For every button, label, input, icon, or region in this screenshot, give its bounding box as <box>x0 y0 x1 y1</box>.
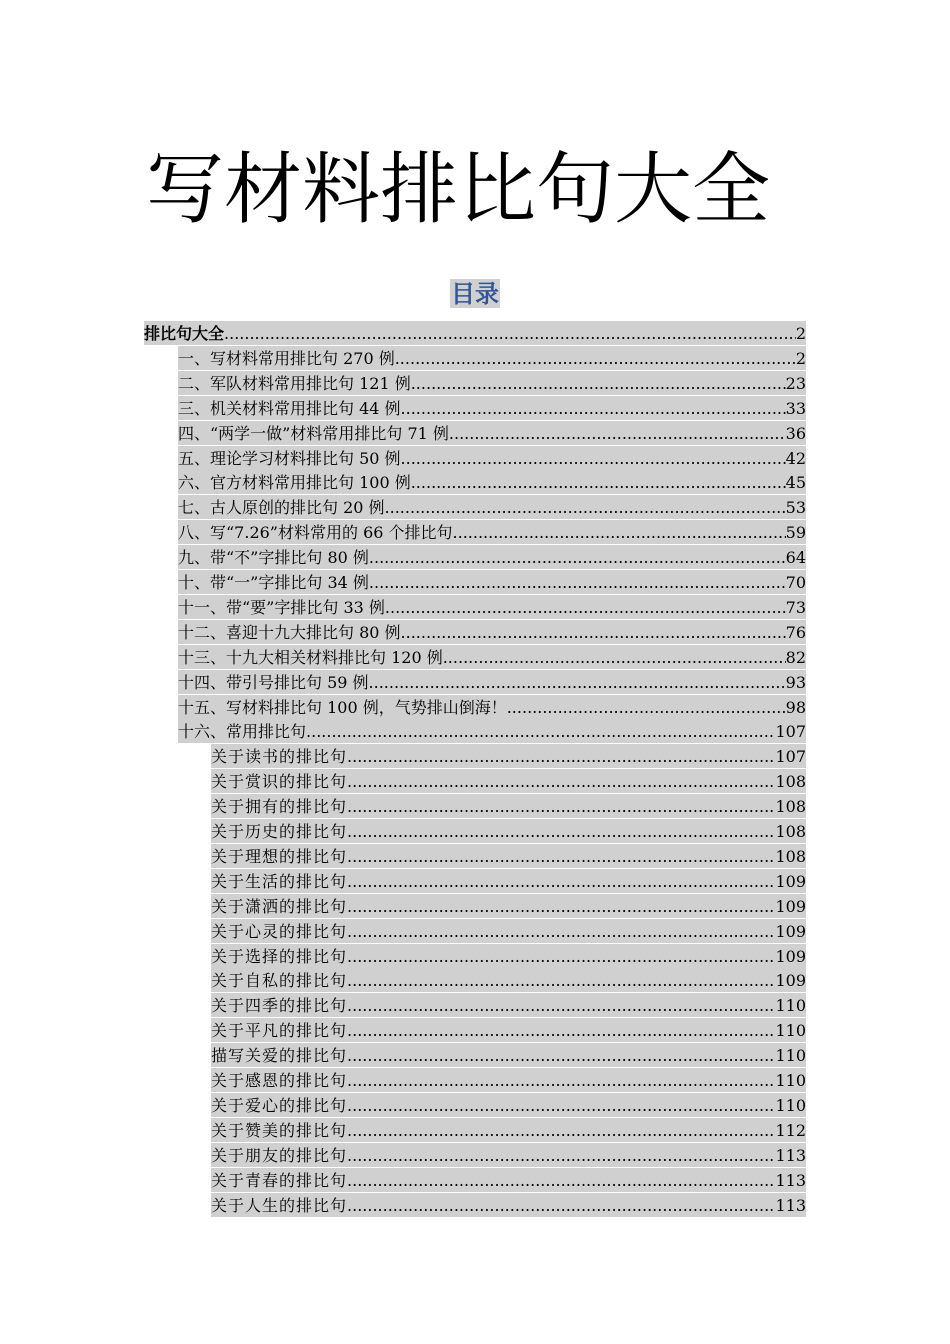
toc-entry-page-number: 113 <box>775 1171 806 1190</box>
toc-entry-label: 关于自私的排比句 <box>211 971 348 990</box>
toc-entry-label: 关于潇洒的排比句 <box>211 897 348 916</box>
toc-dot-leader <box>347 1045 775 1067</box>
toc-entry[interactable] <box>178 371 806 395</box>
toc-entry-page-number: 108 <box>775 847 806 866</box>
toc-entry-label: 描写关爱的排比句 <box>211 1046 348 1065</box>
toc-entry[interactable] <box>211 844 806 868</box>
toc-dot-leader <box>385 497 786 519</box>
toc-entry-page-number: 109 <box>775 922 806 941</box>
toc-entry-page-number: 113 <box>775 1196 806 1215</box>
toc-entry-page-number: 108 <box>775 772 806 791</box>
toc-dot-leader <box>347 946 775 968</box>
toc-dot-leader <box>401 398 786 420</box>
toc-entry-label: 关于赞美的排比句 <box>211 1121 348 1140</box>
toc-dot-leader <box>347 846 775 868</box>
toc-entry-label: 十五、写材料排比句 100 例，气势排山倒海！ <box>178 698 507 717</box>
toc-heading-text: 目录 <box>451 279 499 308</box>
toc-dot-leader <box>347 1120 775 1142</box>
toc-entry-label: 十三、十九大相关材料排比句 120 例 <box>178 648 443 667</box>
toc-entry[interactable] <box>211 744 806 768</box>
toc-entry-page-number: 112 <box>775 1121 806 1140</box>
toc-dot-leader <box>385 597 786 619</box>
toc-entry[interactable] <box>178 495 806 519</box>
toc-entry[interactable] <box>178 595 806 619</box>
toc-entry[interactable] <box>178 620 806 644</box>
toc-dot-leader <box>401 448 786 470</box>
toc-entry-label: 九、带“不”字排比句 80 例 <box>178 548 369 567</box>
toc-entry-label: 关于人生的排比句 <box>211 1196 348 1215</box>
toc-entry-page-number: 113 <box>775 1146 806 1165</box>
toc-dot-leader <box>369 672 786 694</box>
toc-entry[interactable] <box>211 1193 806 1217</box>
toc-dot-leader <box>347 871 775 893</box>
toc-entry[interactable] <box>178 421 806 445</box>
toc-entry-page-number: 110 <box>775 1096 806 1115</box>
toc-entry-page-number: 33 <box>785 399 806 418</box>
toc-entry[interactable] <box>211 968 806 992</box>
toc-entry[interactable] <box>211 1093 806 1117</box>
toc-entry-label: 五、理论学习材料排比句 50 例 <box>178 449 401 468</box>
toc-dot-leader <box>347 921 775 943</box>
toc-entry[interactable] <box>211 1068 806 1092</box>
toc-entry-label: 关于历史的排比句 <box>211 822 348 841</box>
toc-entry-page-number: 108 <box>775 822 806 841</box>
toc-dot-leader <box>347 1095 775 1117</box>
toc-entry[interactable] <box>178 520 806 544</box>
toc-entry-page-number: 36 <box>785 424 806 443</box>
toc-entry[interactable] <box>178 346 806 370</box>
toc-dot-leader <box>449 423 786 445</box>
toc-dot-leader <box>401 622 786 644</box>
toc-entry-page-number: 59 <box>785 523 806 542</box>
toc-entry-page-number: 76 <box>785 623 806 642</box>
toc-dot-leader <box>347 1170 775 1192</box>
toc-entry-label: 关于朋友的排比句 <box>211 1146 348 1165</box>
toc-entry-label: 十二、喜迎十九大排比句 80 例 <box>178 623 401 642</box>
toc-dot-leader <box>347 746 775 768</box>
toc-entry-page-number: 107 <box>775 747 806 766</box>
toc-dot-leader <box>411 373 786 395</box>
toc-entry[interactable] <box>211 1018 806 1042</box>
toc-entry[interactable] <box>178 470 806 494</box>
toc-entry-label: 一、写材料常用排比句 270 例 <box>178 349 395 368</box>
toc-entry-label: 关于生活的排比句 <box>211 872 348 891</box>
toc-dot-leader <box>443 647 786 669</box>
toc-entry-label: 关于拥有的排比句 <box>211 797 348 816</box>
toc-entry[interactable] <box>211 944 806 968</box>
toc-entry[interactable] <box>178 446 806 470</box>
toc-entry[interactable] <box>211 769 806 793</box>
toc-entry-page-number: 23 <box>785 374 806 393</box>
toc-dot-leader <box>347 896 775 918</box>
toc-entry-page-number: 70 <box>785 573 806 592</box>
toc-entry[interactable] <box>211 894 806 918</box>
toc-entry-label: 关于爱心的排比句 <box>211 1096 348 1115</box>
toc-entry-label: 关于赏识的排比句 <box>211 772 348 791</box>
toc-entry-label: 十一、带“要”字排比句 33 例 <box>178 598 385 617</box>
toc-entry-label: 三、机关材料常用排比句 44 例 <box>178 399 401 418</box>
toc-entry[interactable] <box>211 993 806 1017</box>
toc-entry-page-number: 45 <box>785 473 806 492</box>
toc-entry-label: 关于青春的排比句 <box>211 1171 348 1190</box>
toc-entry-page-number: 42 <box>785 449 806 468</box>
toc-entry-label: 排比句大全 <box>144 324 225 343</box>
toc-dot-leader <box>224 323 796 345</box>
toc-entry[interactable] <box>211 919 806 943</box>
toc-dot-leader <box>347 970 775 992</box>
toc-dot-leader <box>347 995 775 1017</box>
toc-dot-leader <box>369 547 786 569</box>
toc-dot-leader <box>347 796 775 818</box>
toc-entry-page-number: 110 <box>775 1021 806 1040</box>
toc-entry-page-number: 82 <box>785 648 806 667</box>
toc-entry[interactable] <box>178 719 806 743</box>
toc-entry-label: 关于平凡的排比句 <box>211 1021 348 1040</box>
toc-dot-leader <box>347 1020 775 1042</box>
toc-entry-page-number: 109 <box>775 971 806 990</box>
toc-entry-page-number: 107 <box>775 722 806 741</box>
toc-entry-label: 七、古人原创的排比句 20 例 <box>178 498 385 517</box>
toc-entry[interactable] <box>178 695 806 719</box>
toc-entry-label: 关于选择的排比句 <box>211 947 348 966</box>
toc-entry[interactable] <box>211 794 806 818</box>
toc-dot-leader <box>369 572 786 594</box>
toc-entry-label: 关于读书的排比句 <box>211 747 348 766</box>
toc-entry[interactable] <box>178 670 806 694</box>
toc-entry-label: 八、写“7.26”材料常用的 66 个排比句 <box>178 523 453 542</box>
toc-dot-leader <box>347 1145 775 1167</box>
toc-entry-page-number: 110 <box>775 1046 806 1065</box>
toc-entry-page-number: 108 <box>775 797 806 816</box>
toc-entry-page-number: 2 <box>795 349 806 368</box>
toc-heading <box>0 278 950 310</box>
toc-entry-page-number: 53 <box>785 498 806 517</box>
toc-entry[interactable] <box>211 819 806 843</box>
toc-entry-page-number: 2 <box>795 324 806 343</box>
toc-dot-leader <box>507 697 786 719</box>
toc-dot-leader <box>347 821 775 843</box>
toc-entry-page-number: 109 <box>775 897 806 916</box>
toc-entry[interactable] <box>211 1143 806 1167</box>
toc-entry-label: 十四、带引号排比句 59 例 <box>178 673 369 692</box>
toc-entry-label: 二、军队材料常用排比句 121 例 <box>178 374 411 393</box>
toc-entry-page-number: 64 <box>785 548 806 567</box>
toc-entry[interactable] <box>178 645 806 669</box>
toc-entry-page-number: 98 <box>785 698 806 717</box>
toc-dot-leader <box>347 771 775 793</box>
toc-entry-label: 十六、常用排比句 <box>178 722 307 741</box>
toc-entry-label: 关于心灵的排比句 <box>211 922 348 941</box>
toc-entry-label: 关于四季的排比句 <box>211 996 348 1015</box>
toc-entry[interactable] <box>178 396 806 420</box>
toc-entry-page-number: 110 <box>775 996 806 1015</box>
toc-entry-label: 关于理想的排比句 <box>211 847 348 866</box>
toc-dot-leader <box>411 472 786 494</box>
document-title: 写材料排比句大全 <box>146 145 771 235</box>
toc-dot-leader <box>347 1195 775 1217</box>
toc-dot-leader <box>453 522 786 544</box>
toc-entry-label: 六、官方材料常用排比句 100 例 <box>178 473 411 492</box>
toc-dot-leader <box>395 348 796 370</box>
toc-entry-label: 十、带“一”字排比句 34 例 <box>178 573 369 592</box>
toc-entry-page-number: 93 <box>785 673 806 692</box>
toc-entry-page-number: 109 <box>775 872 806 891</box>
toc-entry[interactable] <box>211 1168 806 1192</box>
toc-entry-page-number: 109 <box>775 947 806 966</box>
toc-dot-leader <box>306 721 775 743</box>
toc-entry-page-number: 73 <box>785 598 806 617</box>
toc-dot-leader <box>347 1070 775 1092</box>
toc-entry[interactable] <box>144 321 806 345</box>
toc-entry-label: 四、“两学一做”材料常用排比句 71 例 <box>178 424 449 443</box>
toc-entry[interactable] <box>178 545 806 569</box>
toc-entry[interactable] <box>211 1118 806 1142</box>
toc-entry-page-number: 110 <box>775 1071 806 1090</box>
toc-entry-label: 关于感恩的排比句 <box>211 1071 348 1090</box>
toc-entry[interactable] <box>178 570 806 594</box>
toc-entry[interactable] <box>211 1043 806 1067</box>
toc-entry[interactable] <box>211 869 806 893</box>
